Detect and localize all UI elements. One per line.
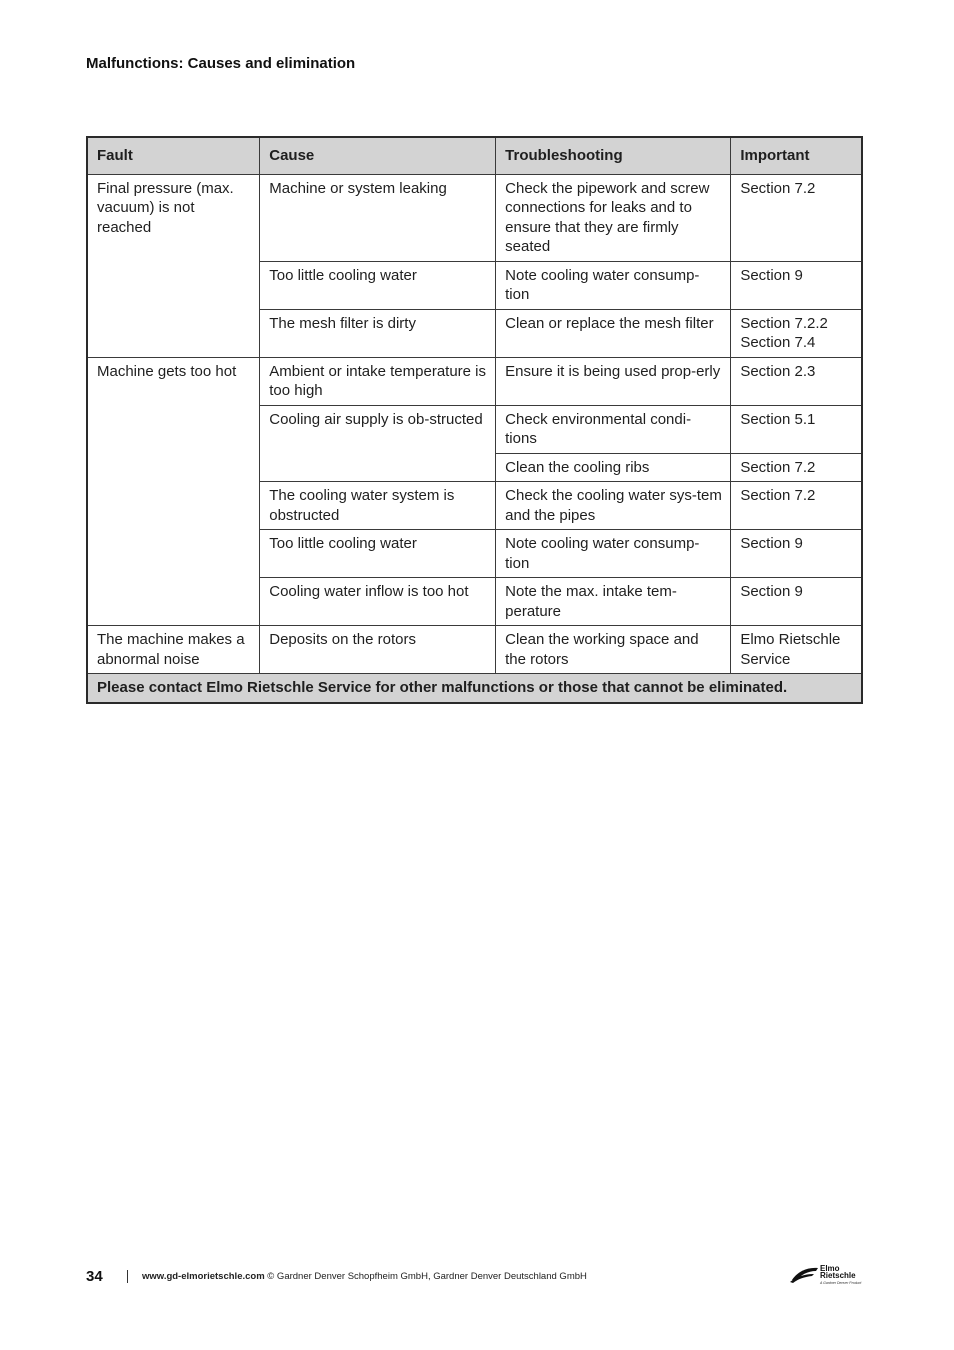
logo-line-2: Rietschle bbox=[820, 1271, 856, 1280]
logo-line-1: Elmo bbox=[820, 1264, 840, 1273]
contact-service-note: Please contact Elmo Rietschle Service for other malfunctions or those that cannot be eliminated. bbox=[87, 674, 862, 703]
troubleshooting-cell: Note cooling water consump-tion bbox=[496, 530, 731, 578]
cause-cell: Too little cooling water bbox=[260, 530, 496, 578]
troubleshooting-cell: Check environmental condi-tions bbox=[496, 405, 731, 453]
logo-tagline: A Gardner Denver Product bbox=[820, 1281, 862, 1285]
important-cell: Elmo Rietschle Service bbox=[731, 626, 862, 674]
logo-wordmark bbox=[820, 1265, 856, 1279]
table-header-row bbox=[87, 137, 862, 174]
fault-cell: Machine gets too hot bbox=[87, 357, 260, 626]
fault-cell: The machine makes a abnormal noise bbox=[87, 626, 260, 674]
table-row bbox=[87, 357, 862, 405]
fault-cell: Final pressure (max. vacuum) is not reached bbox=[87, 174, 260, 357]
cause-cell: The mesh filter is dirty bbox=[260, 309, 496, 357]
header-cause: Cause bbox=[260, 137, 496, 174]
logo-swoosh-icon bbox=[790, 1265, 820, 1283]
page-footer bbox=[86, 1264, 864, 1290]
footer-text bbox=[142, 1271, 587, 1282]
footer-website-link[interactable]: www.gd-elmorietschle.com bbox=[142, 1271, 265, 1282]
important-cell: Section 7.2 bbox=[731, 174, 862, 261]
table-footer-row bbox=[87, 674, 862, 703]
footer-divider bbox=[127, 1270, 128, 1283]
important-cell: Section 7.2 bbox=[731, 453, 862, 482]
cause-cell: The cooling water system is obstructed bbox=[260, 482, 496, 530]
important-cell: Section 9 bbox=[731, 261, 862, 309]
elmo-rietschle-logo bbox=[790, 1265, 866, 1289]
cause-cell: Cooling air supply is ob-structed bbox=[260, 405, 496, 482]
troubleshooting-cell: Ensure it is being used prop-erly bbox=[496, 357, 731, 405]
troubleshooting-cell: Note the max. intake tem-perature bbox=[496, 578, 731, 626]
troubleshooting-cell: Note cooling water consump-tion bbox=[496, 261, 731, 309]
troubleshooting-cell: Check the cooling water sys-tem and the pipes bbox=[496, 482, 731, 530]
header-important: Important bbox=[731, 137, 862, 174]
page-title: Malfunctions: Causes and elimination bbox=[86, 55, 356, 72]
malfunctions-table bbox=[86, 136, 863, 704]
important-cell: Section 5.1 bbox=[731, 405, 862, 453]
troubleshooting-cell: Clean the cooling ribs bbox=[496, 453, 731, 482]
important-cell: Section 7.2.2 Section 7.4 bbox=[731, 309, 862, 357]
header-fault: Fault bbox=[87, 137, 260, 174]
header-troubleshooting: Troubleshooting bbox=[496, 137, 731, 174]
important-cell: Section 2.3 bbox=[731, 357, 862, 405]
cause-cell: Too little cooling water bbox=[260, 261, 496, 309]
footer-copyright: © Gardner Denver Schopfheim GmbH, Gardner Denver Deutschland GmbH bbox=[267, 1271, 587, 1282]
table-row bbox=[87, 626, 862, 674]
cause-cell: Ambient or intake temperature is too high bbox=[260, 357, 496, 405]
table-row bbox=[87, 174, 862, 261]
important-cell: Section 9 bbox=[731, 530, 862, 578]
important-cell: Section 9 bbox=[731, 578, 862, 626]
important-cell: Section 7.2 bbox=[731, 482, 862, 530]
page-number: 34 bbox=[86, 1268, 103, 1285]
troubleshooting-cell: Check the pipework and screw connections for leaks and to ensure that they are firmly seated bbox=[496, 174, 731, 261]
troubleshooting-cell: Clean the working space and the rotors bbox=[496, 626, 731, 674]
cause-cell: Machine or system leaking bbox=[260, 174, 496, 261]
cause-cell: Deposits on the rotors bbox=[260, 626, 496, 674]
cause-cell: Cooling water inflow is too hot bbox=[260, 578, 496, 626]
troubleshooting-cell: Clean or replace the mesh filter bbox=[496, 309, 731, 357]
